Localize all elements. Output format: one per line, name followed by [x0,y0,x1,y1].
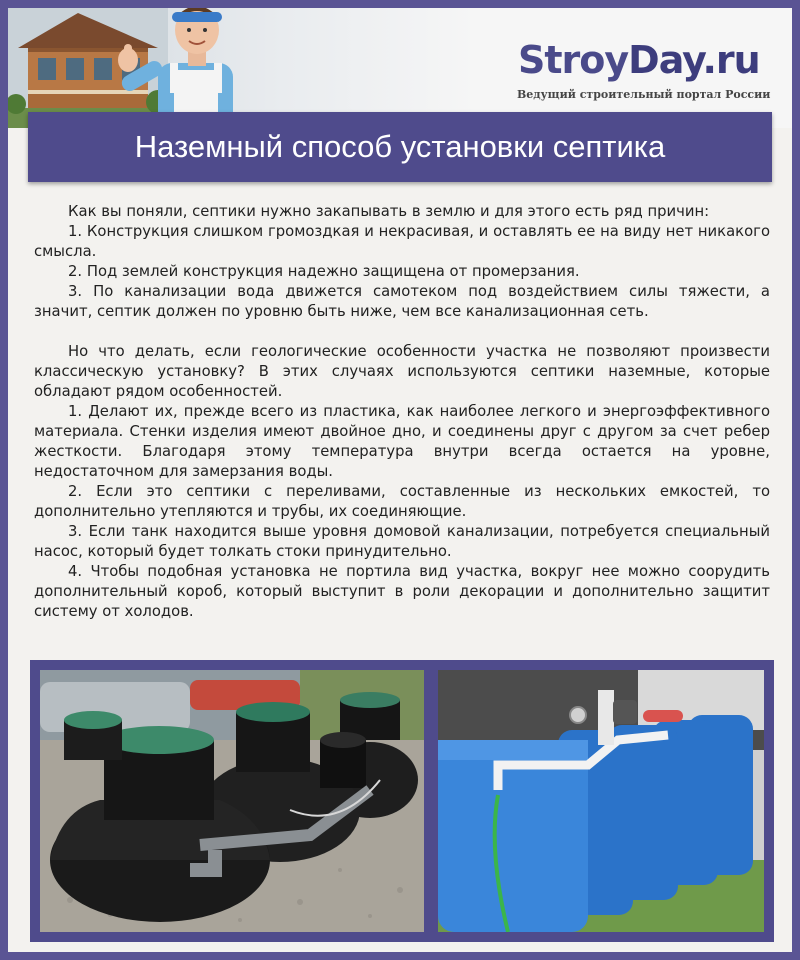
blue-tanks-drawing [438,670,764,932]
septic-tanks-drawing [40,670,424,932]
photo-strip [30,660,774,942]
photo-black-septic-tanks [40,670,424,932]
paragraph-reason-3: 3. По канализации вода движется самотеком под воздействием силы тяжести, а значит, септик должен по уровню быть ниже, чем все канализационная сеть. [34,283,770,320]
page-frame [8,8,792,952]
site-tagline: Ведущий строительный портал России [517,88,771,101]
paragraph-reason-2: 2. Под землей конструкция надежно защищена от промерзания. [68,263,580,280]
page-title: Наземный способ установки септика [134,129,666,164]
paragraph-reason-1: 1. Конструкция слишком громоздкая и некрасивая, и оставлять ее на виду нет никакого смысла. [34,223,770,260]
paragraph-intro: Как вы поняли, септики нужно закапывать в землю и для этого есть ряд причин: [68,203,710,220]
paragraph-feature-2: 2. Если это септики с переливами, составленные из нескольких емкостей, то дополнительно утепляются и трубы, их соединяющие. [34,483,770,520]
paragraph-feature-4: 4. Чтобы подобная установка не портила вид участка, вокруг нее можно соорудить дополнительный короб, который выступит в роли декорации и дополнительно защитит систему от холодов. [34,563,770,620]
site-header [8,8,792,128]
logo-part-day: Day.ru [628,38,760,82]
paragraph-feature-3: 3. Если танк находится выше уровня домовой канализации, потребуется специальный насос, который будет толкать стоки принудительно. [34,523,770,560]
title-banner [28,112,772,182]
worker-illustration [108,8,258,128]
logo-part-stroy: Stroy [518,38,629,82]
photo-blue-septic-tanks [438,670,764,932]
paragraph-feature-1: 1. Делают их, прежде всего из пластика, как наиболее легкого и энергоэффективного материала. Стенки изделия имеют двойное дно, и соединены друг с другом за счет ребер жесткости. Благодаря этому температура внутри всегда остается на уровне, недостаточном для замерзания воды. [34,403,770,480]
article-text [34,202,770,622]
paragraph-question: Но что делать, если геологические особенности участка не позволяют произвести классическую установку? В этих случаях используются септики наземные, которые обладают рядом особенностей. [34,343,770,400]
site-logo[interactable] [518,38,760,82]
